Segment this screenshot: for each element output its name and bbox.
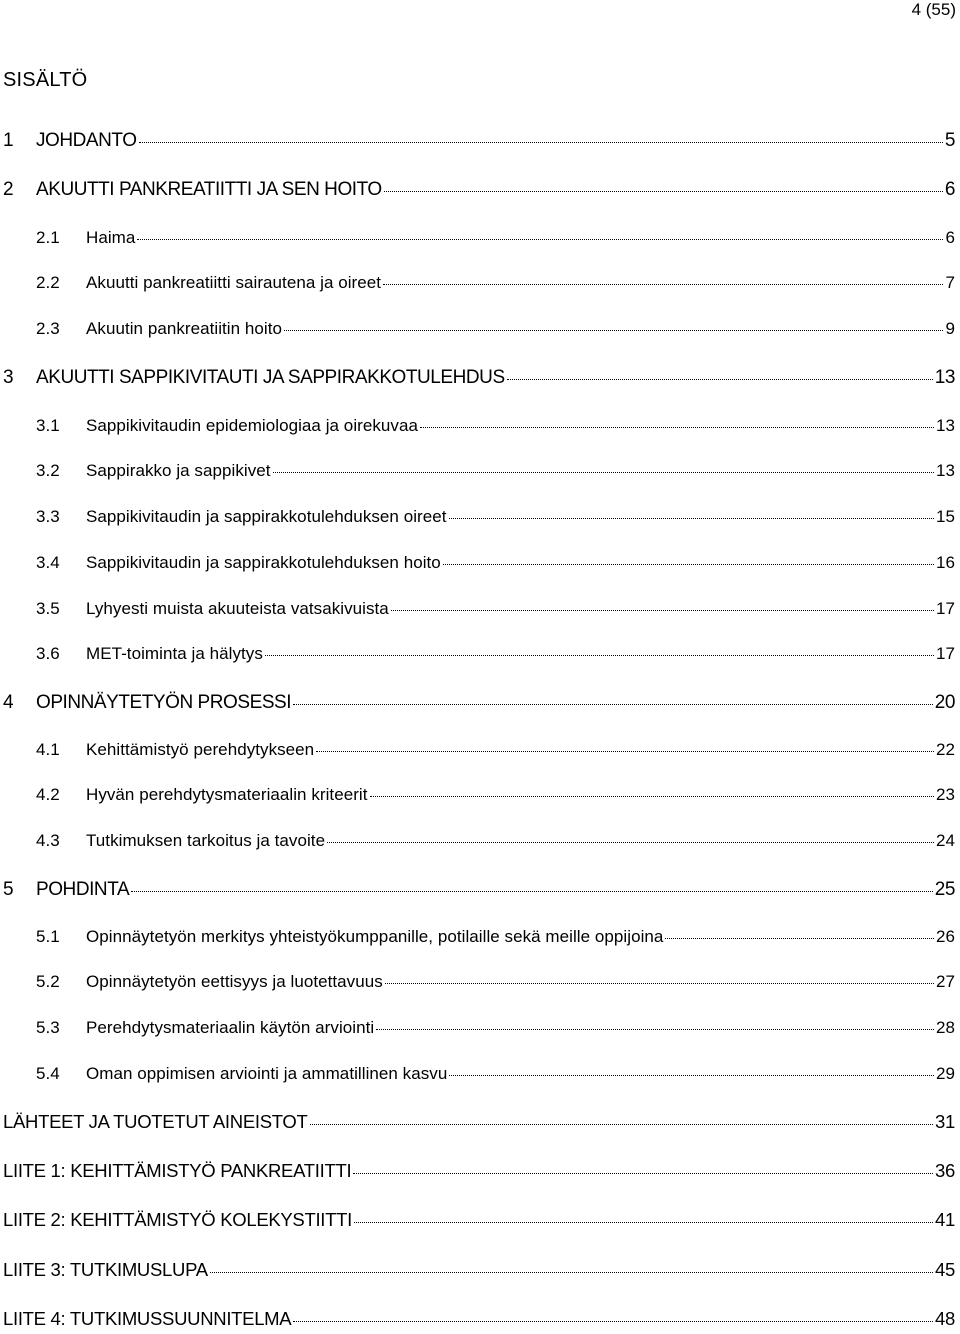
toc-dot-leader bbox=[139, 138, 943, 143]
toc-entry-number: 3.4 bbox=[36, 553, 60, 572]
toc-entry-number: 3.6 bbox=[36, 644, 60, 663]
toc-entry-title: Haima bbox=[86, 228, 136, 247]
toc-entry-number: 2.1 bbox=[36, 228, 60, 247]
toc-entry-title: Perehdytysmateriaalin käytön arviointi bbox=[86, 1018, 375, 1037]
toc-entry[interactable] bbox=[0, 507, 960, 533]
toc-entry-number: 4.1 bbox=[36, 740, 60, 759]
toc-dot-leader bbox=[385, 979, 934, 984]
toc-dot-leader bbox=[449, 1071, 934, 1076]
toc-entry-title: Sappikivitaudin epidemiologiaa ja oirekuvaa bbox=[86, 416, 418, 435]
toc-entry-title: AKUUTTI SAPPIKIVITAUTI JA SAPPIRAKKOTULEHDUS bbox=[36, 367, 505, 388]
toc-entry-title: Tutkimuksen tarkoitus ja tavoite bbox=[86, 831, 326, 850]
toc-entry-page-number: 26 bbox=[935, 927, 955, 946]
toc-entry-page-number: 45 bbox=[935, 1259, 955, 1280]
toc-entry-title: POHDINTA bbox=[36, 879, 130, 900]
toc-entry-title: Opinnäytetyön merkitys yhteistyökumppanille, potilaille sekä meille oppijoina bbox=[86, 927, 664, 946]
toc-dot-leader bbox=[316, 747, 934, 752]
toc-dot-leader bbox=[210, 1268, 933, 1273]
toc-entry-page-number: 41 bbox=[935, 1209, 955, 1230]
toc-entry-number: 3 bbox=[3, 367, 14, 388]
toc-dot-leader bbox=[391, 606, 934, 611]
toc-dot-leader bbox=[293, 700, 933, 705]
toc-dot-leader bbox=[265, 651, 934, 656]
toc-entry-page-number: 23 bbox=[935, 785, 955, 804]
toc-entry[interactable] bbox=[0, 319, 960, 345]
toc-entry-title: Hyvän perehdytysmateriaalin kriteerit bbox=[86, 785, 368, 804]
toc-entry[interactable] bbox=[0, 1064, 960, 1090]
toc-dot-leader bbox=[273, 468, 934, 473]
toc-entry-page-number: 13 bbox=[935, 416, 955, 435]
toc-entry-page-number: 5 bbox=[944, 130, 955, 151]
toc-entry-number: 2.2 bbox=[36, 273, 60, 292]
toc-entry[interactable] bbox=[0, 879, 960, 905]
toc-entry[interactable] bbox=[0, 1259, 960, 1285]
toc-dot-leader bbox=[354, 1218, 933, 1223]
toc-entry-title: MET-toiminta ja hälytys bbox=[86, 644, 263, 663]
toc-entry-number: 1 bbox=[3, 130, 14, 151]
toc-entry-title: JOHDANTO bbox=[36, 130, 137, 151]
toc-entry-page-number: 27 bbox=[935, 972, 955, 991]
toc-entry[interactable] bbox=[0, 1018, 960, 1044]
toc-entry-page-number: 16 bbox=[935, 553, 955, 572]
toc-entry[interactable] bbox=[0, 972, 960, 998]
toc-entry-number: 5.3 bbox=[36, 1018, 60, 1037]
toc-dot-leader bbox=[507, 375, 933, 380]
toc-dot-leader bbox=[370, 792, 934, 797]
toc-entry[interactable] bbox=[0, 179, 960, 205]
toc-dot-leader bbox=[131, 887, 933, 892]
toc-entry-number: 5.2 bbox=[36, 972, 60, 991]
toc-entry-title: Oman oppimisen arviointi ja ammatillinen kasvu bbox=[86, 1064, 448, 1083]
toc-entry-number: 4.2 bbox=[36, 785, 60, 804]
toc-dot-leader bbox=[293, 1317, 933, 1322]
toc-entry-number: 4 bbox=[3, 692, 14, 713]
toc-dot-leader bbox=[353, 1169, 933, 1174]
toc-dot-leader bbox=[443, 560, 934, 565]
toc-entry-page-number: 28 bbox=[935, 1018, 955, 1037]
toc-entry-title: Akuutin pankreatiitin hoito bbox=[86, 319, 283, 338]
toc-entry-number: 3.5 bbox=[36, 599, 60, 618]
toc-entry-title: Akuutti pankreatiitti sairautena ja oireet bbox=[86, 273, 382, 292]
toc-dot-leader bbox=[384, 187, 943, 192]
toc-entry-title: OPINNÄYTETYÖN PROSESSI bbox=[36, 692, 292, 713]
toc-entry[interactable] bbox=[0, 130, 960, 156]
toc-entry-page-number: 22 bbox=[935, 740, 955, 759]
toc-entry[interactable] bbox=[0, 644, 960, 670]
toc-entry[interactable] bbox=[0, 461, 960, 487]
toc-entry-number: 3.2 bbox=[36, 461, 60, 480]
toc-entry-page-number: 6 bbox=[945, 228, 955, 247]
toc-entry-page-number: 13 bbox=[934, 367, 955, 388]
toc-entry-number: 4.3 bbox=[36, 831, 60, 850]
toc-entry-number: 5.4 bbox=[36, 1064, 60, 1083]
toc-dot-leader bbox=[376, 1025, 934, 1030]
toc-dot-leader bbox=[327, 838, 934, 843]
toc-entry-page-number: 20 bbox=[934, 692, 955, 713]
toc-entry-page-number: 9 bbox=[945, 319, 955, 338]
toc-entry[interactable] bbox=[0, 1111, 960, 1137]
toc-entry-page-number: 29 bbox=[935, 1064, 955, 1083]
toc-entry-title: Sappikivitaudin ja sappirakkotulehduksen oireet bbox=[86, 507, 447, 526]
toc-entry-page-number: 17 bbox=[935, 599, 955, 618]
toc-entry-number: 2.3 bbox=[36, 319, 60, 338]
toc-entry-page-number: 36 bbox=[935, 1160, 955, 1181]
toc-entry-number: 5.1 bbox=[36, 927, 60, 946]
toc-entry-page-number: 17 bbox=[935, 644, 955, 663]
toc-entry-title: Kehittämistyö perehdytykseen bbox=[86, 740, 315, 759]
toc-entry-page-number: 6 bbox=[944, 179, 955, 200]
toc-heading: SISÄLTÖ bbox=[3, 69, 88, 91]
toc-entry-title: LIITE 3: TUTKIMUSLUPA bbox=[3, 1259, 208, 1280]
toc-entry[interactable] bbox=[0, 367, 960, 393]
toc-entry[interactable] bbox=[0, 1308, 960, 1334]
toc-dot-leader bbox=[284, 326, 943, 331]
toc-entry[interactable] bbox=[0, 692, 960, 718]
toc-entry-title: LIITE 4: TUTKIMUSSUUNNITELMA bbox=[3, 1308, 292, 1329]
toc-entry[interactable] bbox=[0, 273, 960, 299]
toc-entry[interactable] bbox=[0, 1160, 960, 1186]
toc-entry-number: 3.1 bbox=[36, 416, 60, 435]
toc-entry-page-number: 15 bbox=[935, 507, 955, 526]
toc-dot-leader bbox=[420, 423, 934, 428]
toc-entry[interactable] bbox=[0, 228, 960, 254]
toc-entry-title: LIITE 1: KEHITTÄMISTYÖ PANKREATIITTI bbox=[3, 1160, 352, 1181]
toc-entry-title: AKUUTTI PANKREATIITTI JA SEN HOITO bbox=[36, 179, 382, 200]
toc-entry[interactable] bbox=[0, 1209, 960, 1235]
toc-dot-leader bbox=[383, 280, 943, 285]
toc-entry-number: 5 bbox=[3, 879, 14, 900]
toc-entry[interactable] bbox=[0, 785, 960, 811]
toc-entry-title: Lyhyesti muista akuuteista vatsakivuista bbox=[86, 599, 389, 618]
toc-entry[interactable] bbox=[0, 927, 960, 953]
toc-dot-leader bbox=[137, 235, 943, 240]
toc-entry-title: Sappirakko ja sappikivet bbox=[86, 461, 271, 480]
toc-entry-page-number: 25 bbox=[934, 879, 955, 900]
page-number: 4 (55) bbox=[911, 0, 956, 19]
toc-entry-title: LIITE 2: KEHITTÄMISTYÖ KOLEKYSTIITTI bbox=[3, 1209, 352, 1230]
toc-entry[interactable] bbox=[0, 553, 960, 579]
toc-entry[interactable] bbox=[0, 599, 960, 625]
toc-entry-page-number: 13 bbox=[935, 461, 955, 480]
toc-dot-leader bbox=[310, 1120, 934, 1125]
toc-entry-number: 2 bbox=[3, 179, 14, 200]
toc-entry-page-number: 24 bbox=[935, 831, 955, 850]
toc-dot-leader bbox=[449, 514, 934, 519]
toc-entry[interactable] bbox=[0, 740, 960, 766]
toc-dot-leader bbox=[665, 934, 934, 939]
toc-entry-page-number: 48 bbox=[935, 1308, 955, 1329]
toc-entry-title: Opinnäytetyön eettisyys ja luotettavuus bbox=[86, 972, 383, 991]
toc-entry[interactable] bbox=[0, 416, 960, 442]
toc-entry[interactable] bbox=[0, 831, 960, 857]
toc-entry-title: LÄHTEET JA TUOTETUT AINEISTOT bbox=[3, 1111, 308, 1132]
toc-entry-page-number: 31 bbox=[935, 1111, 955, 1132]
toc-entry-page-number: 7 bbox=[945, 273, 955, 292]
toc-entry-number: 3.3 bbox=[36, 507, 60, 526]
toc-entry-title: Sappikivitaudin ja sappirakkotulehduksen hoito bbox=[86, 553, 441, 572]
